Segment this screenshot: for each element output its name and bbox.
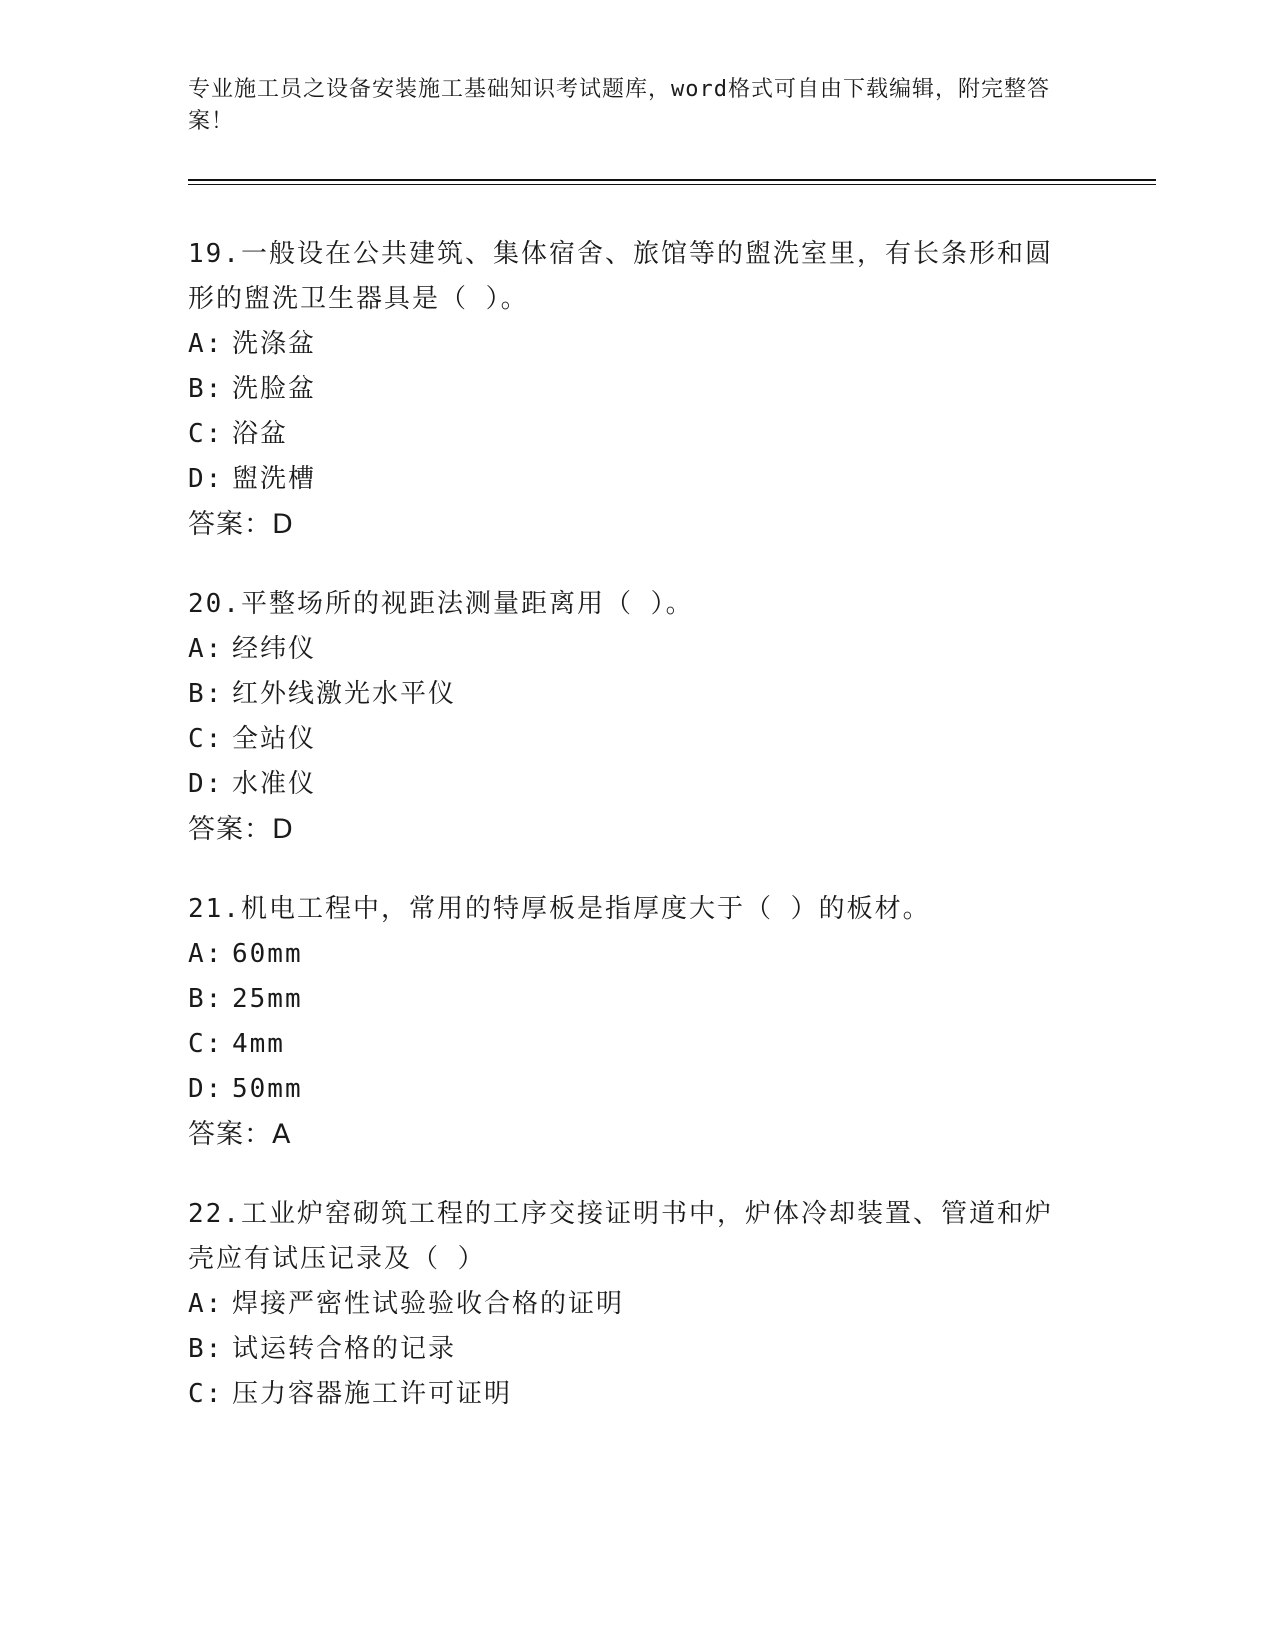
option-text: 盥洗槽 — [232, 464, 317, 494]
option-a — [188, 627, 1088, 672]
question-19 — [188, 232, 1088, 548]
option-text: 全站仪 — [232, 724, 317, 754]
option-text: 水准仪 — [232, 769, 317, 799]
option-key: A: — [188, 939, 224, 969]
option-d — [188, 1067, 1088, 1112]
option-a — [188, 1282, 1088, 1327]
option-key: A: — [188, 634, 224, 664]
question-list — [188, 232, 1088, 1451]
option-key: B: — [188, 374, 224, 404]
option-key: B: — [188, 679, 224, 709]
option-text: 试运转合格的记录 — [232, 1334, 457, 1364]
question-stem: 22.工业炉窑砌筑工程的工序交接证明书中，炉体冷却装置、管道和炉壳应有试压记录及（ ） — [188, 1199, 1053, 1274]
option-key: C: — [188, 1029, 224, 1059]
option-c — [188, 1022, 1088, 1067]
option-text: 60mm — [232, 939, 303, 969]
option-a — [188, 932, 1088, 977]
answer-line: 答案：D — [188, 509, 294, 540]
option-key: B: — [188, 984, 224, 1014]
option-c — [188, 717, 1088, 762]
option-text: 浴盆 — [232, 419, 289, 449]
question-stem: 20.平整场所的视距法测量距离用（ ）。 — [188, 589, 694, 619]
answer-line: 答案：A — [188, 1119, 292, 1150]
option-text: 焊接严密性试验验收合格的证明 — [232, 1289, 625, 1319]
option-key: A: — [188, 1289, 224, 1319]
question-stem: 21.机电工程中，常用的特厚板是指厚度大于（ ）的板材。 — [188, 894, 931, 924]
option-c — [188, 1372, 1088, 1417]
option-key: A: — [188, 329, 224, 359]
option-key: C: — [188, 419, 224, 449]
option-b — [188, 367, 1088, 412]
option-key: D: — [188, 464, 224, 494]
header-divider-thick — [188, 179, 1156, 181]
option-text: 洗脸盆 — [232, 374, 317, 404]
header-divider-thin — [188, 184, 1156, 185]
option-a — [188, 322, 1088, 367]
option-key: C: — [188, 1379, 224, 1409]
answer-line: 答案：D — [188, 814, 294, 845]
option-text: 经纬仪 — [232, 634, 317, 664]
question-22 — [188, 1192, 1088, 1417]
option-text: 50mm — [232, 1074, 303, 1104]
document-header: 专业施工员之设备安装施工基础知识考试题库，word格式可自由下载编辑，附完整答案！ — [188, 77, 1050, 134]
option-text: 4mm — [232, 1029, 285, 1059]
option-key: D: — [188, 769, 224, 799]
question-20 — [188, 582, 1088, 853]
question-stem: 19.一般设在公共建筑、集体宿舍、旅馆等的盥洗室里，有长条形和圆形的盥洗卫生器具是（ ）。 — [188, 239, 1053, 314]
option-text: 压力容器施工许可证明 — [232, 1379, 513, 1409]
option-b — [188, 977, 1088, 1022]
option-text: 红外线激光水平仪 — [232, 679, 457, 709]
option-text: 洗涤盆 — [232, 329, 317, 359]
option-d — [188, 457, 1088, 502]
option-text: 25mm — [232, 984, 303, 1014]
question-21 — [188, 887, 1088, 1158]
option-b — [188, 1327, 1088, 1372]
option-key: B: — [188, 1334, 224, 1364]
option-c — [188, 412, 1088, 457]
option-d — [188, 762, 1088, 807]
option-b — [188, 672, 1088, 717]
option-key: C: — [188, 724, 224, 754]
option-key: D: — [188, 1074, 224, 1104]
